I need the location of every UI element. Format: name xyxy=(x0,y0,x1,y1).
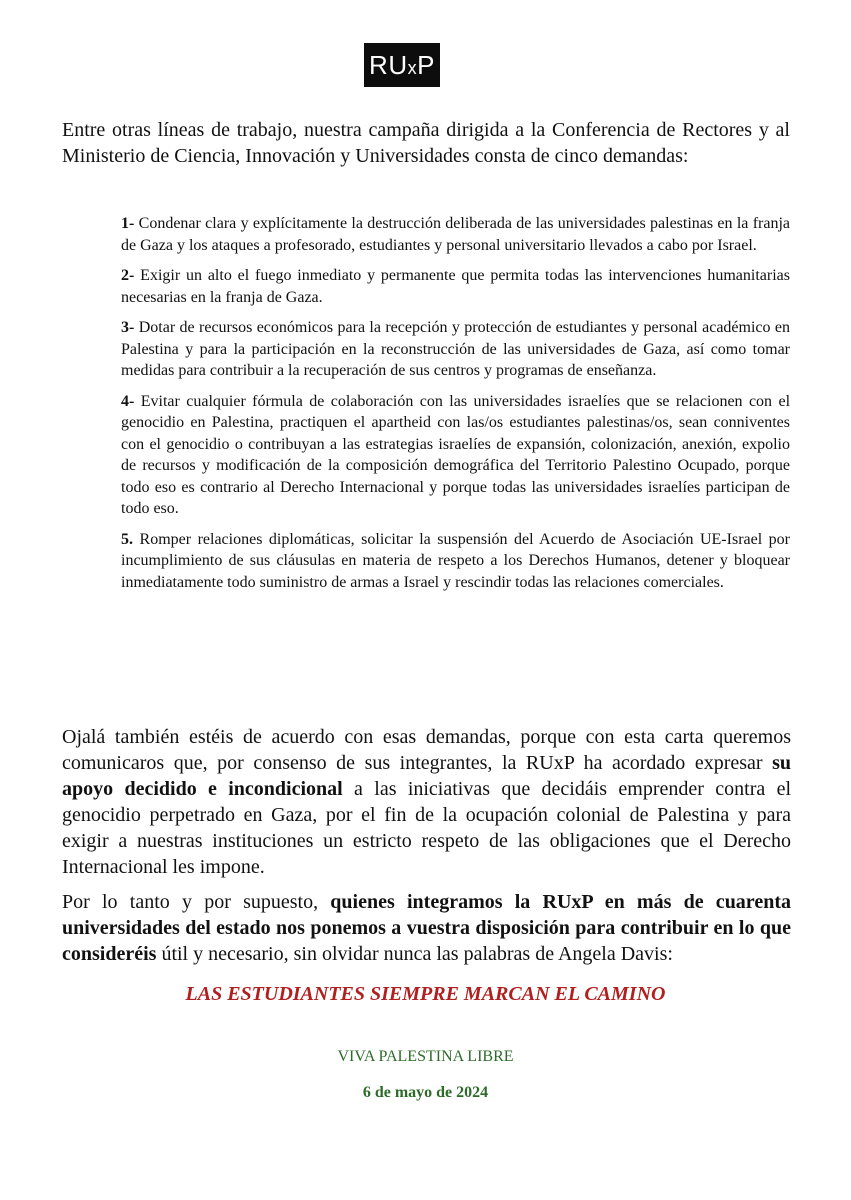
demand-text: Condenar clara y explícitamente la destrucción deliberada de las universidades palestinas en la franja de Gaza y los ataques a profesorado, estudiantes y personal universitario llevados a cabo por Israel. xyxy=(121,215,791,254)
logo-x: x xyxy=(407,58,418,78)
closing-line: VIVA PALESTINA LIBRE xyxy=(337,1048,514,1065)
logo-prefix: RU xyxy=(369,50,408,80)
support-text-bold: su apoyo decidido e incondicional xyxy=(62,752,791,800)
demand-text: Exigir un alto el fuego inmediato y permanente que permita todas las intervenciones humanitarias necesarias en la franja de Gaza. xyxy=(121,267,791,306)
demand-number: 4- xyxy=(121,392,135,410)
demand-item xyxy=(121,213,790,256)
demand-number: 2- xyxy=(121,267,135,284)
demand-item xyxy=(121,317,790,382)
demand-text: Evitar cualquier fórmula de colaboración con las universidades israelíes que se relacionen con el genocidio en Palestina, practiquen el apartheid con las/os estudiantes palestinas/os, sean conniventes con el genocidio o contribuyan a las estrategias israelíes de expansión, colonización, anexión, expolio de recursos y modificación de la composición demográfica del Territorio Palestino Ocupado, porque todo eso es contrario al Derecho Internacional y porque todas las universidades israelíes participan de todo eso. xyxy=(121,392,791,517)
commitment-text-start: Por lo tanto y por supuesto, xyxy=(62,891,331,913)
support-text-end: a las iniciativas que decidáis emprender contra el genocidio perpetrado en Gaza, por el fin de la ocupación colonial de Palestina y para exigir a nuestras instituciones un estricto respeto de las obligaciones que el Derecho Internacional les impone. xyxy=(62,778,791,878)
demand-text: Dotar de recursos económicos para la recepción y protección de estudiantes y personal académico en Palestina y para la participación en la reconstrucción de las universidades de Gaza, así como tomar medidas para contribuir a la recuperación de sus centros y programas de enseñanza. xyxy=(121,319,791,379)
intro-paragraph: Entre otras líneas de trabajo, nuestra campaña dirigida a la Conferencia de Rectores y al Ministerio de Ciencia, Innovación y Universidades consta de cinco demandas: xyxy=(62,119,790,167)
demand-text: Romper relaciones diplomáticas, solicitar la suspensión del Acuerdo de Asociación UE-Israel por incumplimiento de sus cláusulas en materia de respeto a los Derechos Humanos, detener y bloquear inmediatamente todo suministro de armas a Israel y rescindir todas las relaciones comerciales. xyxy=(121,530,791,591)
demand-item xyxy=(121,391,790,520)
support-paragraph xyxy=(62,724,791,880)
support-text-start: Ojalá también estéis de acuerdo con esas demandas, porque con esta carta queremos comunicaros que, por consenso de sus integrantes, la RUxP ha acordado expresar xyxy=(62,726,791,774)
slogan: LAS ESTUDIANTES SIEMPRE MARCAN EL CAMINO xyxy=(185,983,666,1005)
commitment-paragraph xyxy=(62,889,791,967)
demand-number: 5. xyxy=(121,530,133,548)
logo-suffix: P xyxy=(417,50,435,80)
commitment-text-bold: quienes integramos la RUxP en más de cuarenta universidades del estado nos ponemos a vuestra disposición para contribuir en lo que consideréis xyxy=(62,891,791,965)
demand-item xyxy=(121,529,790,594)
demand-number: 1- xyxy=(121,215,135,232)
commitment-text-end: útil y necesario, sin olvidar nunca las palabras de Angela Davis: xyxy=(156,943,673,965)
demand-number: 3- xyxy=(121,319,135,336)
demand-item xyxy=(121,265,790,308)
demands-list xyxy=(121,213,790,602)
ruxp-logo xyxy=(364,43,440,87)
letter-date: 6 de mayo de 2024 xyxy=(362,1084,489,1101)
